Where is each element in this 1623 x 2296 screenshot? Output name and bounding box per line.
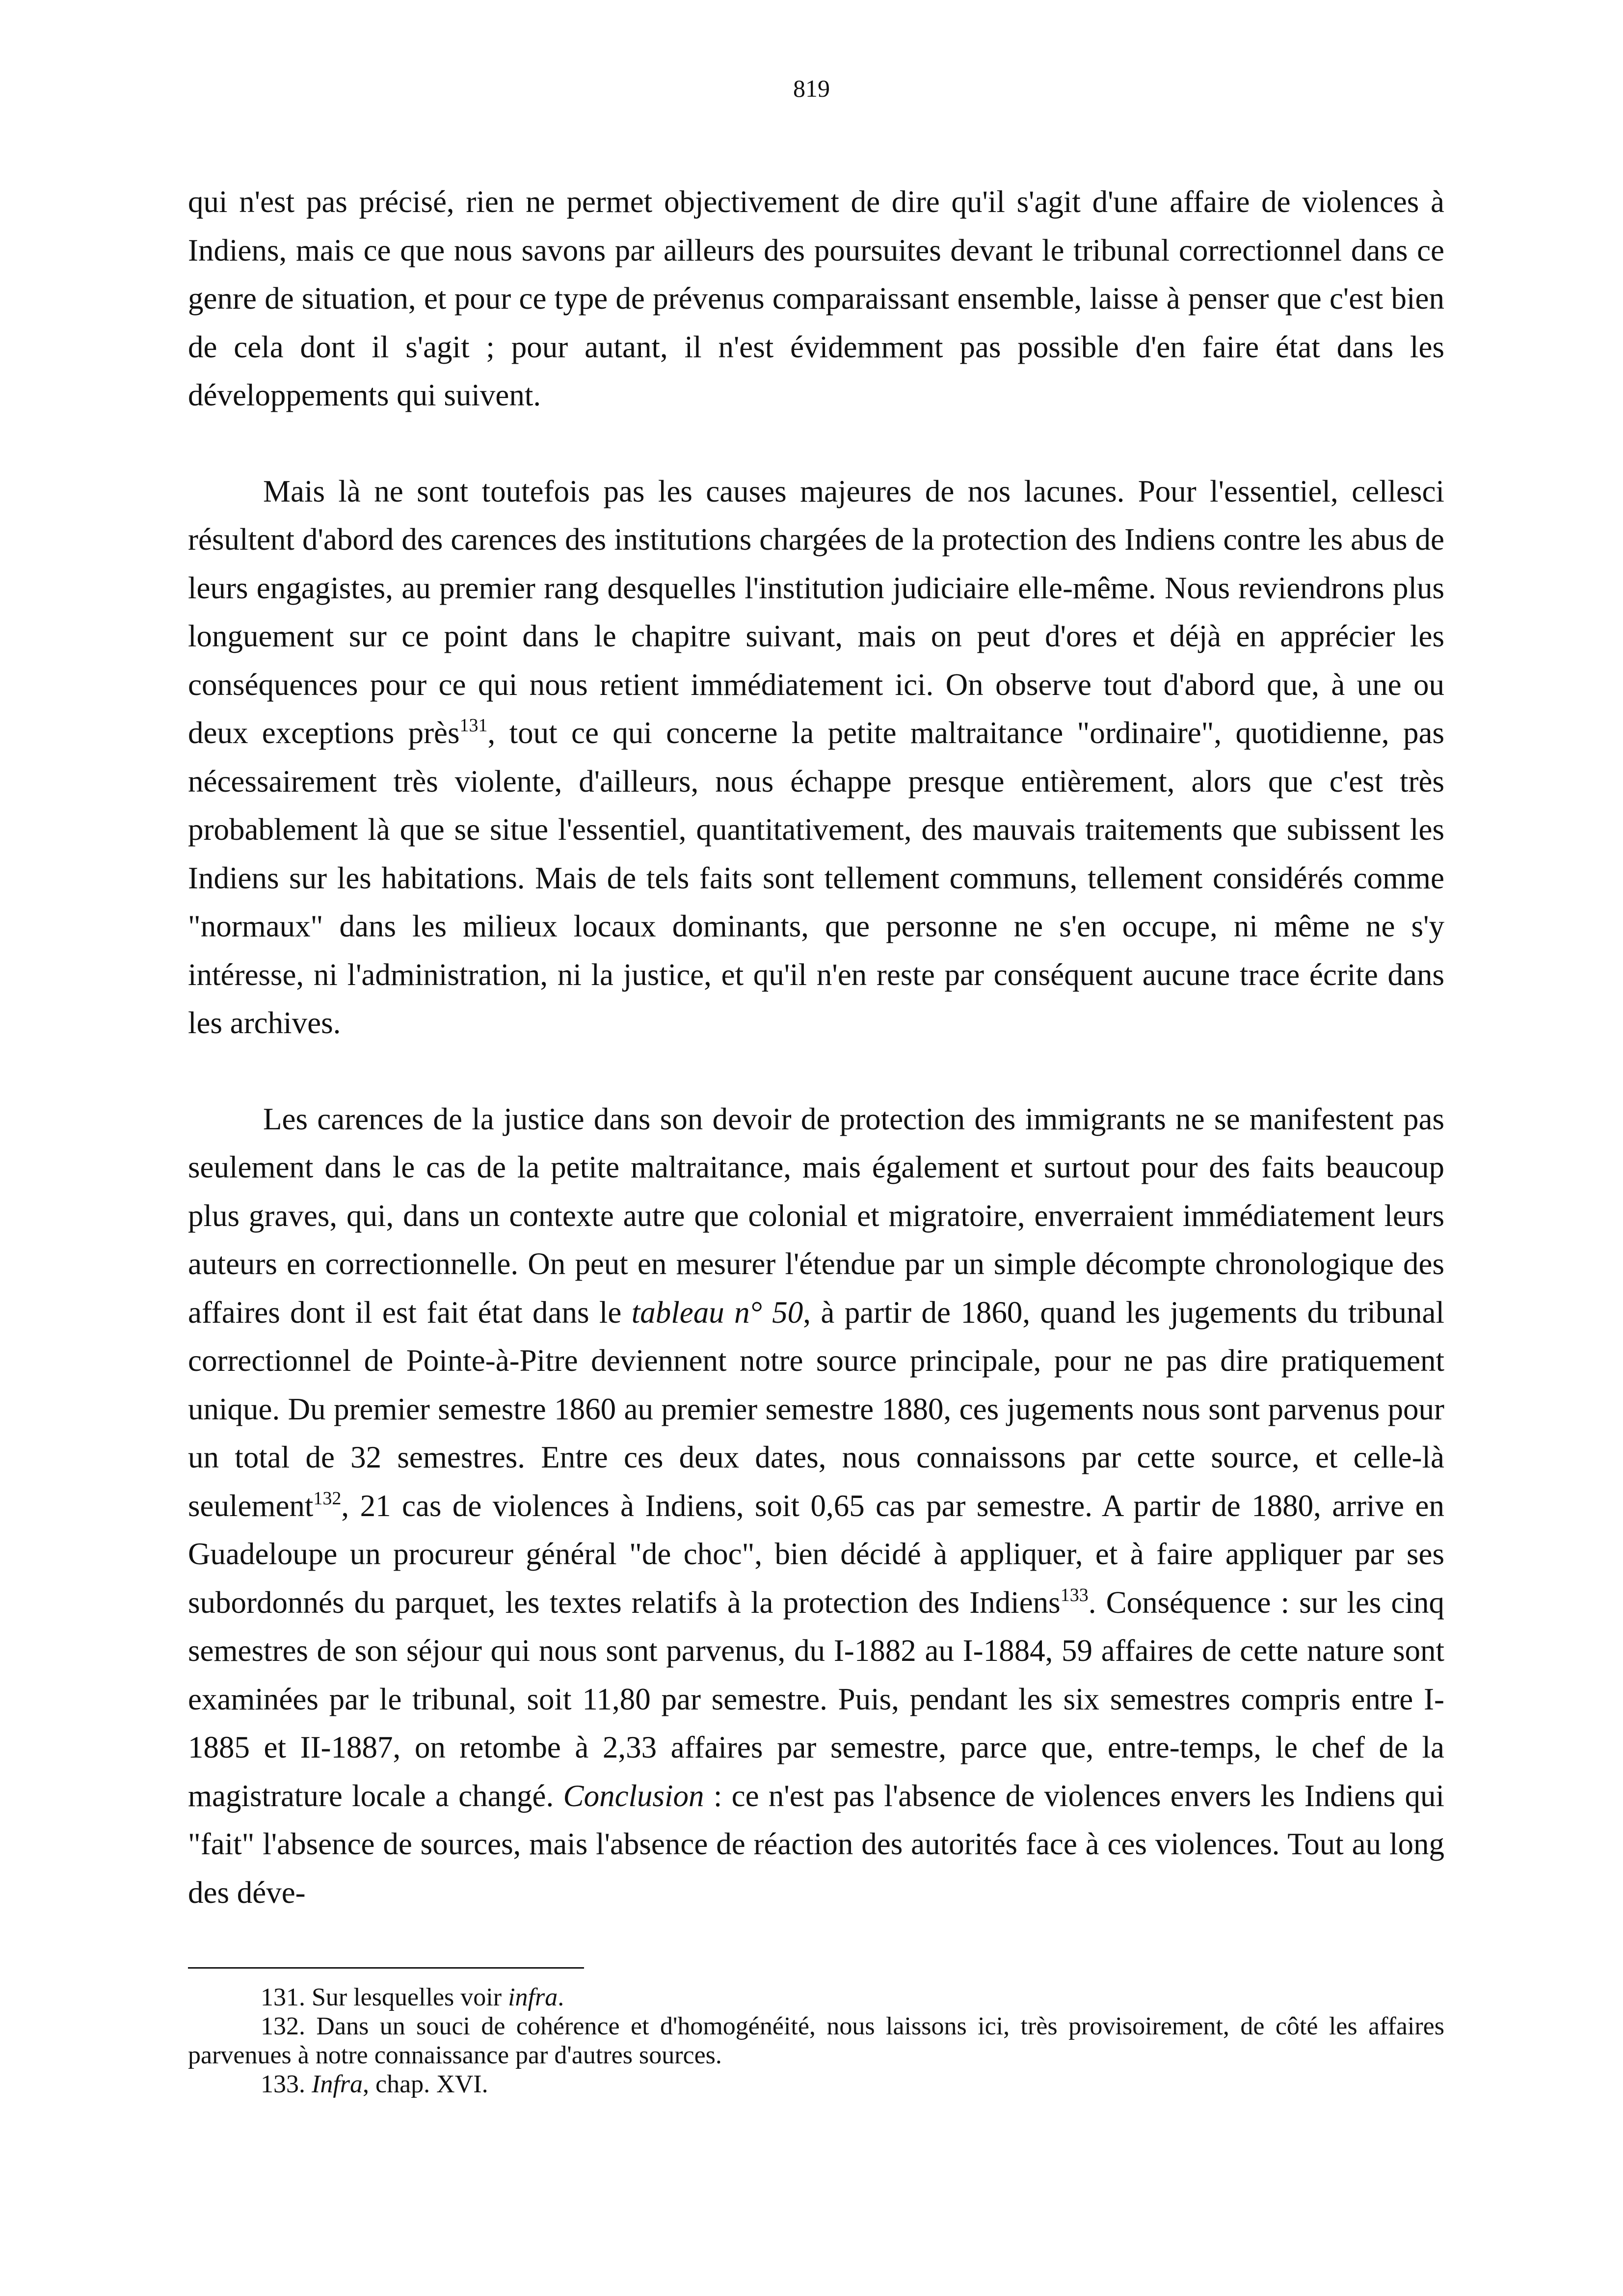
conclusion-word: Conclusion: [563, 1778, 704, 1813]
footnote-133-text: 133.: [261, 2070, 312, 2098]
footnote-133: [188, 2070, 1444, 2099]
footnote-131-italic: infra: [508, 1983, 558, 2011]
footnote-131: [188, 1983, 1444, 2012]
footnote-ref-132[interactable]: 132: [313, 1488, 342, 1509]
table-reference: tableau n° 50: [631, 1295, 803, 1330]
paragraph-2-part-a: Mais là ne sont toutefois pas les causes majeures de nos lacunes. Pour l'essentiel, cellesci résultent d'abord des carences des institutions chargées de la protection des Indiens contre les abus de leurs engagistes, au premier rang desquelles l'institution judiciaire elle-même. Nous reviendrons plus longuement sur ce point dans le chapitre suivant, mais on peut d'ores et déjà en apprécier les conséquences pour ce qui nous retient immédiatement ici. On observe tout d'abord que, à une ou deux exceptions près: [188, 474, 1444, 750]
footnote-132: 132. Dans un souci de cohérence et d'homogénéité, nous laissons ici, très provisoirement, de côté les affaires parvenues à notre connaissance par d'autres sources.: [188, 2012, 1444, 2069]
footnote-ref-133[interactable]: 133: [1060, 1584, 1089, 1605]
paragraph-2: [188, 467, 1444, 1047]
paragraph-3-part-c: , 21 cas de violences à Indiens, soit 0,65 cas par semestre. A partir de 1880, arrive en Guadeloupe un procureur général "de choc", bien décidé à appliquer, et à faire appliquer par ses subordonnés du parquet, les textes relatifs à la protection des Indiens: [188, 1488, 1444, 1620]
paragraph-3-part-b: , à partir de 1860, quand les jugements du tribunal correctionnel de Pointe-à-Pitre deviennent notre source principale, pour ne pas dire pratiquement unique. Du premier semestre 1860 au premier semestre 1880, ces jugements nous sont parvenus pour un total de 32 semestres. Entre ces deux dates, nous connaissons par cette source, et celle-là seulement: [188, 1295, 1445, 1523]
footnote-133-suffix: , chap. XVI.: [363, 2070, 488, 2098]
paragraph-3: [188, 1095, 1444, 1917]
paragraph-3-part-e: : ce n'est pas l'absence de violences envers les Indiens qui "fait" l'absence de sources, mais l'absence de réaction des autorités face à ces violences. Tout au long des déve-: [188, 1778, 1444, 1910]
paragraph-1: qui n'est pas précisé, rien ne permet objectivement de dire qu'il s'agit d'une affaire de violences à Indiens, mais ce que nous savons par ailleurs des poursuites devant le tribunal correctionnel dans ce genre de situation, et pour ce type de prévenus comparaissant ensemble, laisse à penser que c'est bien de cela dont il s'agit ; pour autant, il n'est évidemment pas possible d'en faire état dans les développements qui suivent.: [188, 185, 1444, 412]
footnote-131-suffix: .: [558, 1983, 564, 2011]
page-number: 819: [793, 75, 830, 102]
footnotes: [188, 1983, 1444, 2099]
footnote-divider: [188, 1967, 584, 1969]
paragraph-3-part-a: Les carences de la justice dans son devoir de protection des immigrants ne se manifestent pas seulement dans le cas de la petite maltraitance, mais également et surtout pour des faits beaucoup plus graves, qui, dans un contexte autre que colonial et migratoire, enverraient immédiatement leurs auteurs en correctionnelle. On peut en mesurer l'étendue par un simple décompte chronologique des affaires dont il est fait état dans le: [188, 1101, 1444, 1330]
footnote-131-text: 131. Sur lesquelles voir: [261, 1983, 508, 2011]
paragraph-3-part-d: . Conséquence : sur les cinq semestres de son séjour qui nous sont parvenus, du I-1882 au I-1884, 59 affaires de cette nature sont examinées par le tribunal, soit 11,80 par semestre. Puis, pendant les six semestres compris entre I-1885 et II-1887, on retombe à 2,33 affaires par semestre, parce que, entre-temps, le chef de la magistrature locale a changé.: [188, 1585, 1445, 1813]
main-text: [188, 178, 1444, 1917]
footnote-ref-131[interactable]: 131: [459, 715, 488, 736]
footnote-133-italic: Infra: [312, 2070, 363, 2098]
paragraph-2-part-b: , tout ce qui concerne la petite maltraitance "ordinaire", quotidienne, pas nécessairement très violente, d'ailleurs, nous échappe presque entièrement, alors que c'est très probablement là que se situe l'essentiel, quantitativement, des mauvais traitements que subissent les Indiens sur les habitations. Mais de tels faits sont tellement communs, tellement considérés comme "normaux" dans les milieux locaux dominants, que personne ne s'en occupe, ni même ne s'y intéresse, ni l'administration, ni la justice, et qu'il n'en reste par conséquent aucune trace écrite dans les archives.: [188, 716, 1444, 1040]
